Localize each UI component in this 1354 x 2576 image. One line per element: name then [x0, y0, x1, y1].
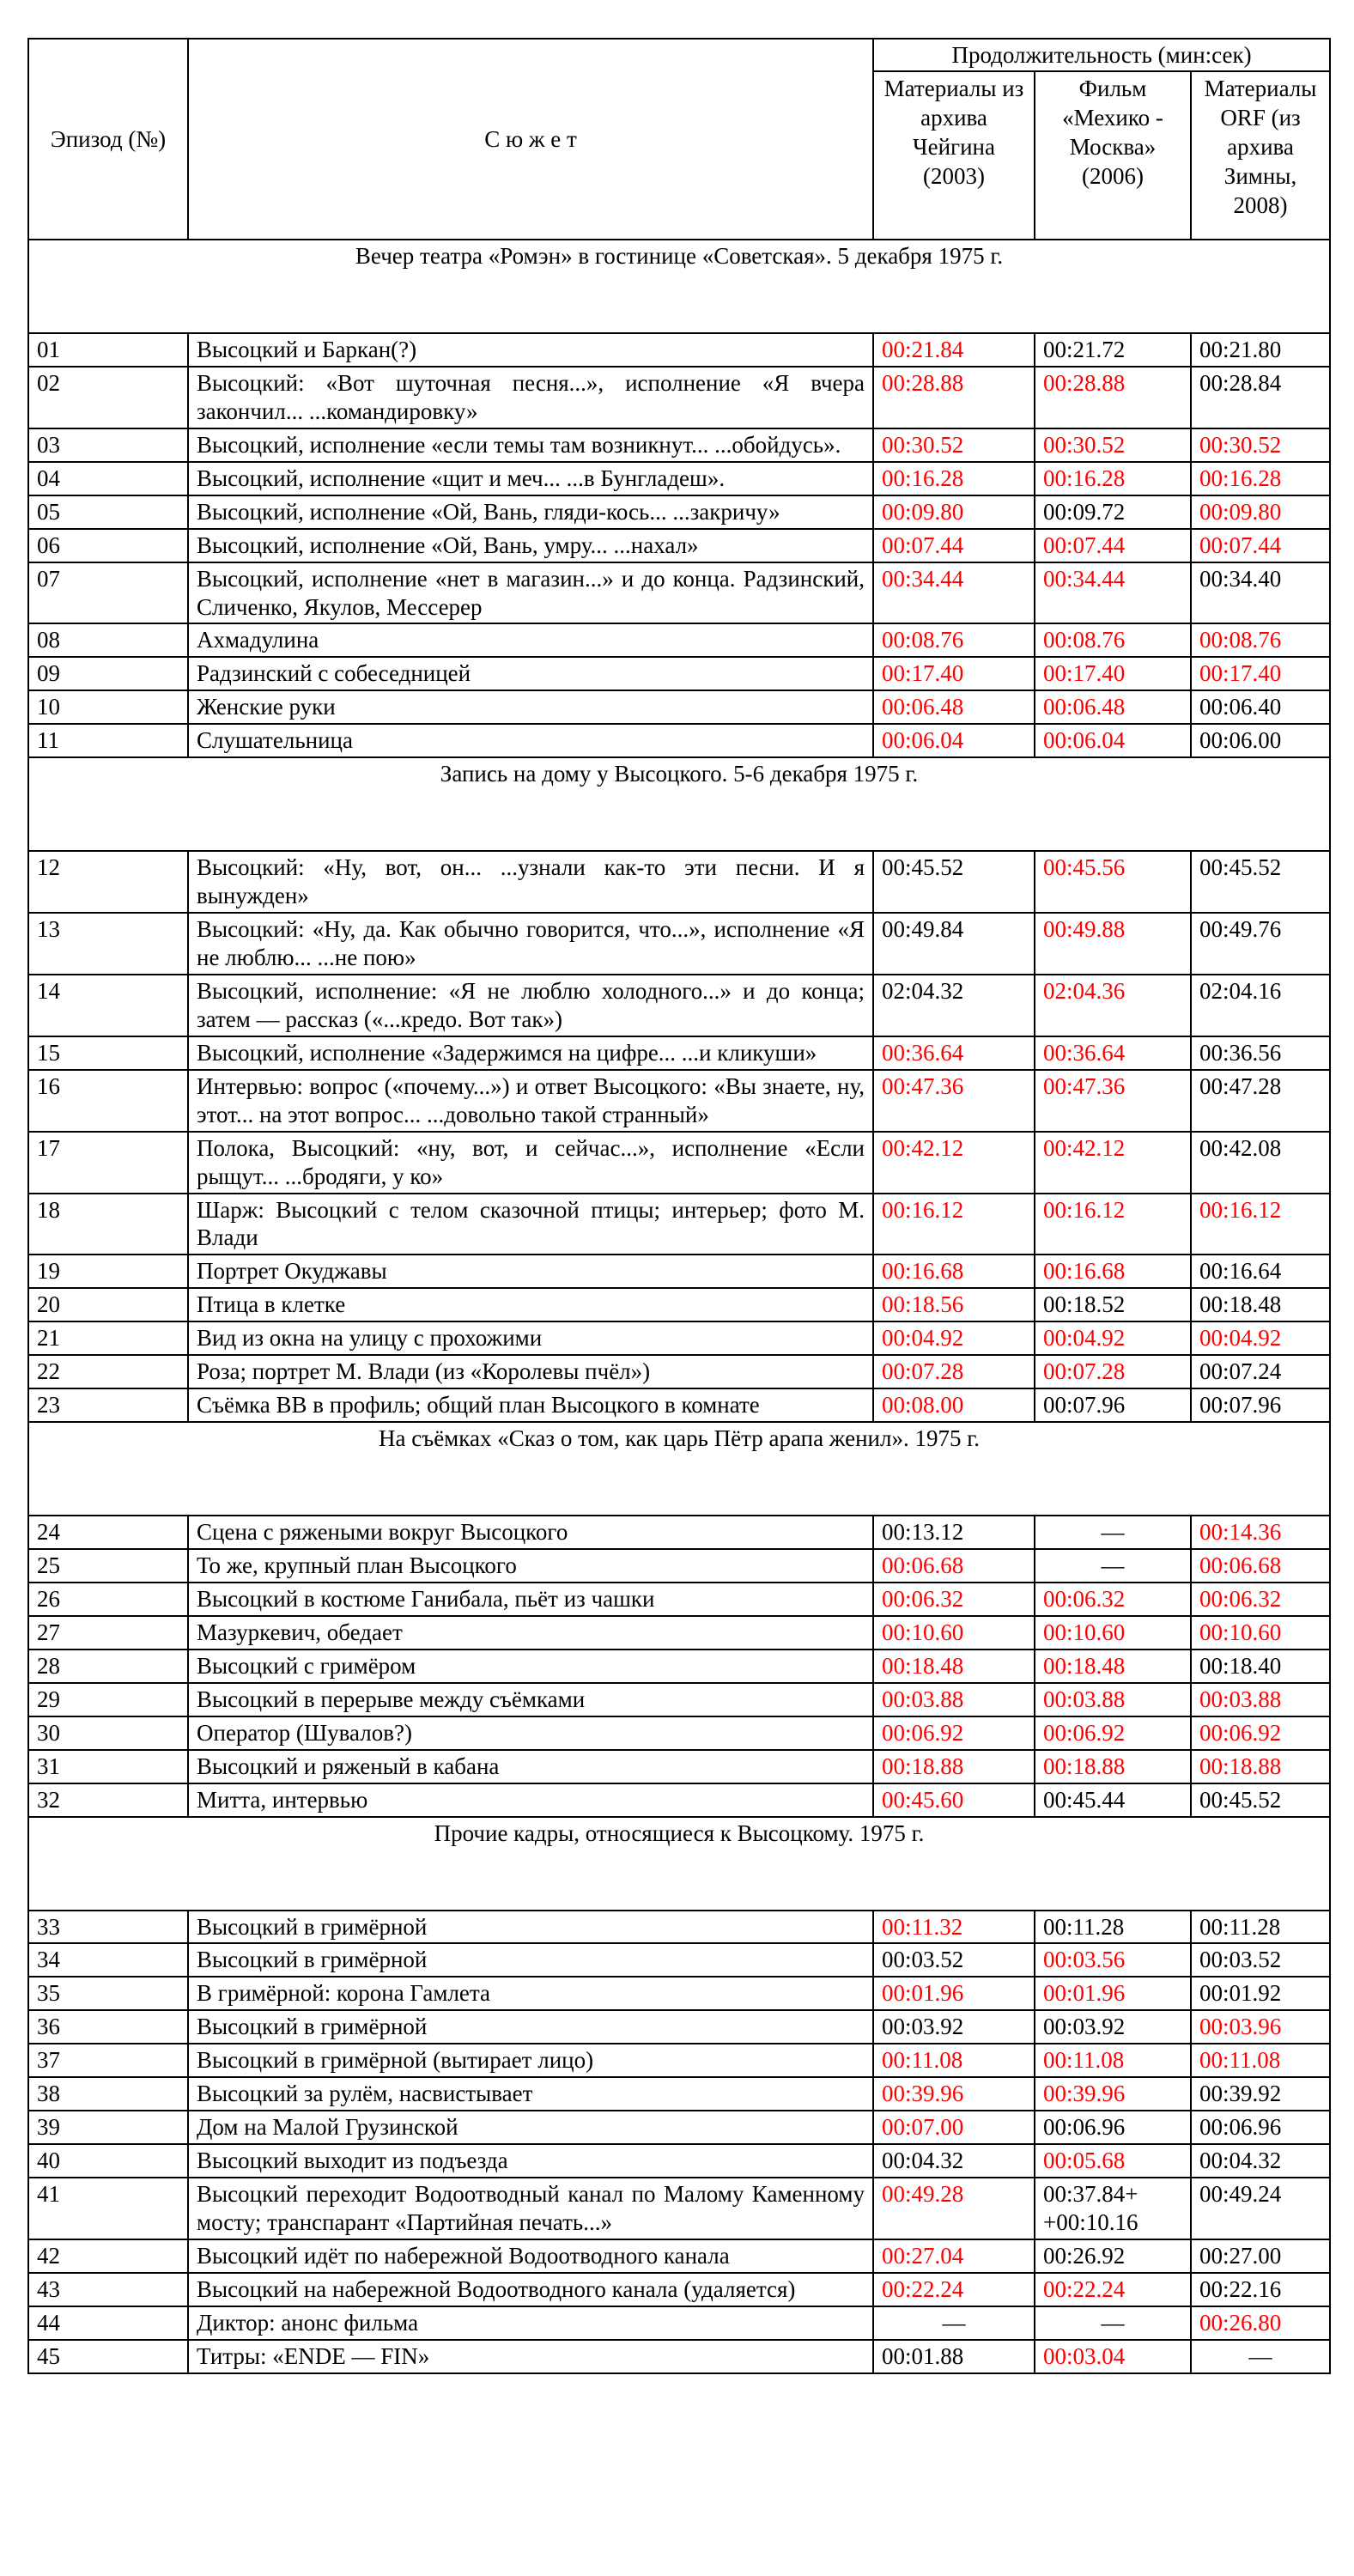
duration-film: 00:34.44 — [1035, 562, 1191, 624]
table-row — [28, 1036, 1330, 1070]
episode-number: 41 — [28, 2178, 188, 2239]
duration-orf: 00:18.88 — [1191, 1750, 1330, 1783]
duration-cheigin: 00:18.56 — [873, 1288, 1035, 1321]
episode-subject: Высоцкий: «Вот шуточная песня...», исполнение «Я вчера закончил... ...командировку» — [188, 367, 873, 428]
table-row — [28, 2178, 1330, 2239]
episode-number: 28 — [28, 1649, 188, 1683]
duration-film: 00:03.88 — [1035, 1683, 1191, 1716]
duration-orf: 00:21.80 — [1191, 333, 1330, 367]
table-row — [28, 657, 1330, 690]
duration-orf: 00:11.08 — [1191, 2044, 1330, 2077]
duration-cheigin: 00:06.04 — [873, 724, 1035, 757]
duration-film: — — [1035, 1549, 1191, 1583]
duration-orf: 00:39.92 — [1191, 2077, 1330, 2111]
episode-subject: То же, крупный план Высоцкого — [188, 1549, 873, 1583]
episode-subject: Высоцкий в гримёрной (вытирает лицо) — [188, 2044, 873, 2077]
duration-cheigin: 00:18.48 — [873, 1649, 1035, 1683]
table-row — [28, 428, 1330, 462]
table-row — [28, 1649, 1330, 1683]
episode-number: 05 — [28, 495, 188, 529]
episode-subject: Оператор (Шувалов?) — [188, 1716, 873, 1750]
episode-number: 19 — [28, 1255, 188, 1288]
duration-orf: 00:03.96 — [1191, 2010, 1330, 2044]
episode-subject: Высоцкий в гримёрной — [188, 2010, 873, 2044]
duration-film: — — [1035, 1516, 1191, 1549]
duration-cheigin: 00:28.88 — [873, 367, 1035, 428]
duration-cheigin: 00:06.68 — [873, 1549, 1035, 1583]
duration-film: 00:05.68 — [1035, 2144, 1191, 2178]
duration-orf: 00:26.80 — [1191, 2306, 1330, 2340]
duration-film: 00:45.56 — [1035, 851, 1191, 913]
duration-cheigin: 00:16.28 — [873, 462, 1035, 495]
episode-number: 13 — [28, 913, 188, 975]
duration-orf: 00:07.96 — [1191, 1388, 1330, 1422]
episode-subject: Высоцкий: «Ну, да. Как обычно говорится, что...», исполнение «Я не люблю... ...не пою» — [188, 913, 873, 975]
duration-orf: 00:04.92 — [1191, 1321, 1330, 1355]
duration-film: 00:11.28 — [1035, 1911, 1191, 1944]
subject-header: С ю ж е т — [188, 39, 873, 240]
duration-cheigin: 00:42.12 — [873, 1132, 1035, 1194]
episode-subject: Высоцкий, исполнение «Ой, Вань, умру... ...нахал» — [188, 529, 873, 562]
section-row — [28, 240, 1330, 333]
duration-orf: 00:18.48 — [1191, 1288, 1330, 1321]
duration-orf: 00:45.52 — [1191, 851, 1330, 913]
duration-film: 00:36.64 — [1035, 1036, 1191, 1070]
episode-subject: Дом на Малой Грузинской — [188, 2111, 873, 2144]
episode-number: 37 — [28, 2044, 188, 2077]
duration-film: 00:08.76 — [1035, 623, 1191, 657]
duration-film: 00:28.88 — [1035, 367, 1191, 428]
duration-cheigin: 00:17.40 — [873, 657, 1035, 690]
duration-film: 00:01.96 — [1035, 1977, 1191, 2010]
episode-subject: Титры: «ENDE — FIN» — [188, 2340, 873, 2373]
table-row — [28, 367, 1330, 428]
episode-number: 38 — [28, 2077, 188, 2111]
table-row — [28, 1716, 1330, 1750]
duration-cheigin: 00:04.32 — [873, 2144, 1035, 2178]
duration-film: 00:22.24 — [1035, 2273, 1191, 2306]
duration-cheigin: 00:11.08 — [873, 2044, 1035, 2077]
episode-number: 01 — [28, 333, 188, 367]
episodes-table — [27, 38, 1331, 2374]
episode-number: 09 — [28, 657, 188, 690]
duration-film: 00:07.96 — [1035, 1388, 1191, 1422]
duration-film: 00:37.84+ +00:10.16 — [1035, 2178, 1191, 2239]
duration-orf: 00:14.36 — [1191, 1516, 1330, 1549]
episode-number: 23 — [28, 1388, 188, 1422]
duration-orf: 00:06.68 — [1191, 1549, 1330, 1583]
episode-subject: Высоцкий, исполнение «нет в магазин...» и до конца. Радзинский, Сличенко, Якулов, Мессерер — [188, 562, 873, 624]
table-row — [28, 975, 1330, 1036]
duration-cheigin: 00:06.32 — [873, 1583, 1035, 1616]
episode-subject: Портрет Окуджавы — [188, 1255, 873, 1288]
duration-film: 00:16.12 — [1035, 1194, 1191, 1255]
duration-film: — — [1035, 2306, 1191, 2340]
source-header-orf: Материалы ORF (из архива Зимны, 2008) — [1191, 71, 1330, 240]
episode-number: 39 — [28, 2111, 188, 2144]
duration-orf: 00:36.56 — [1191, 1036, 1330, 1070]
duration-orf: 00:42.08 — [1191, 1132, 1330, 1194]
duration-orf: 00:16.28 — [1191, 462, 1330, 495]
duration-cheigin: 02:04.32 — [873, 975, 1035, 1036]
table-row — [28, 1132, 1330, 1194]
episodes-body — [28, 240, 1330, 2373]
duration-cheigin: 00:39.96 — [873, 2077, 1035, 2111]
duration-cheigin: 00:30.52 — [873, 428, 1035, 462]
table-row — [28, 724, 1330, 757]
duration-film: 00:17.40 — [1035, 657, 1191, 690]
section-title: Прочие кадры, относящиеся к Высоцкому. 1975 г. — [28, 1817, 1330, 1911]
duration-cheigin: 00:09.80 — [873, 495, 1035, 529]
episode-number: 33 — [28, 1911, 188, 1944]
duration-film: 00:06.04 — [1035, 724, 1191, 757]
episode-subject: Высоцкий, исполнение «Ой, Вань, гляди-кось... ...закричу» — [188, 495, 873, 529]
duration-orf: 00:49.24 — [1191, 2178, 1330, 2239]
section-title: Запись на дому у Высоцкого. 5-6 декабря 1975 г. — [28, 757, 1330, 851]
episode-subject: Высоцкий, исполнение «если темы там возникнут... ...обойдусь». — [188, 428, 873, 462]
episode-subject: Роза; портрет М. Влади (из «Королевы пчёл») — [188, 1355, 873, 1388]
duration-film: 00:30.52 — [1035, 428, 1191, 462]
duration-film: 00:03.04 — [1035, 2340, 1191, 2373]
table-row — [28, 2111, 1330, 2144]
duration-film: 00:26.92 — [1035, 2239, 1191, 2273]
episode-number: 07 — [28, 562, 188, 624]
table-row — [28, 2010, 1330, 2044]
episode-number: 11 — [28, 724, 188, 757]
episode-subject: Высоцкий выходит из подъезда — [188, 2144, 873, 2178]
episode-subject: Высоцкий в костюме Ганибала, пьёт из чашки — [188, 1583, 873, 1616]
table-row — [28, 1388, 1330, 1422]
table-row — [28, 2144, 1330, 2178]
duration-orf: 00:49.76 — [1191, 913, 1330, 975]
duration-orf: 00:18.40 — [1191, 1649, 1330, 1683]
table-row — [28, 1683, 1330, 1716]
duration-cheigin: 00:45.60 — [873, 1783, 1035, 1817]
duration-orf: 00:16.12 — [1191, 1194, 1330, 1255]
duration-orf: 00:16.64 — [1191, 1255, 1330, 1288]
table-row — [28, 1321, 1330, 1355]
episode-number: 02 — [28, 367, 188, 428]
duration-orf: 00:45.52 — [1191, 1783, 1330, 1817]
table-row — [28, 2239, 1330, 2273]
table-row — [28, 1070, 1330, 1132]
table-row — [28, 1516, 1330, 1549]
episode-subject: Высоцкий, исполнение «щит и меч... ...в Бунгладеш». — [188, 462, 873, 495]
table-row — [28, 2340, 1330, 2373]
duration-film: 00:07.44 — [1035, 529, 1191, 562]
duration-orf: 00:08.76 — [1191, 623, 1330, 657]
episode-number: 25 — [28, 1549, 188, 1583]
episode-number: 30 — [28, 1716, 188, 1750]
episode-subject: В гримёрной: корона Гамлета — [188, 1977, 873, 2010]
episode-number: 34 — [28, 1943, 188, 1977]
duration-orf: 00:03.52 — [1191, 1943, 1330, 1977]
episode-subject: Ахмадулина — [188, 623, 873, 657]
duration-orf: 00:11.28 — [1191, 1911, 1330, 1944]
section-title: На съёмках «Сказ о том, как царь Пётр арапа женил». 1975 г. — [28, 1422, 1330, 1516]
table-row — [28, 333, 1330, 367]
duration-orf: 02:04.16 — [1191, 975, 1330, 1036]
duration-orf: 00:09.80 — [1191, 495, 1330, 529]
episode-number: 32 — [28, 1783, 188, 1817]
duration-film: 00:06.32 — [1035, 1583, 1191, 1616]
table-row — [28, 1750, 1330, 1783]
duration-cheigin: 00:06.48 — [873, 690, 1035, 724]
table-row — [28, 1355, 1330, 1388]
table-row — [28, 1194, 1330, 1255]
duration-orf: 00:06.96 — [1191, 2111, 1330, 2144]
episode-number: 35 — [28, 1977, 188, 2010]
duration-cheigin: — — [873, 2306, 1035, 2340]
duration-cheigin: 00:08.00 — [873, 1388, 1035, 1422]
duration-film: 00:03.92 — [1035, 2010, 1191, 2044]
duration-orf: 00:30.52 — [1191, 428, 1330, 462]
duration-film: 00:16.68 — [1035, 1255, 1191, 1288]
episode-subject: Высоцкий и ряженый в кабана — [188, 1750, 873, 1783]
episode-number: 17 — [28, 1132, 188, 1194]
episode-number: 26 — [28, 1583, 188, 1616]
episode-number: 45 — [28, 2340, 188, 2373]
duration-cheigin: 00:03.88 — [873, 1683, 1035, 1716]
table-row — [28, 562, 1330, 624]
table-row — [28, 2044, 1330, 2077]
episode-subject: Женские руки — [188, 690, 873, 724]
duration-film: 00:10.60 — [1035, 1616, 1191, 1649]
table-row — [28, 1911, 1330, 1944]
episode-number: 16 — [28, 1070, 188, 1132]
episode-number: 08 — [28, 623, 188, 657]
duration-cheigin: 00:16.68 — [873, 1255, 1035, 1288]
episode-subject: Высоцкий в перерыве между съёмками — [188, 1683, 873, 1716]
table-row — [28, 1943, 1330, 1977]
duration-film: 02:04.36 — [1035, 975, 1191, 1036]
duration-film: 00:09.72 — [1035, 495, 1191, 529]
episode-subject: Высоцкий за рулём, насвистывает — [188, 2077, 873, 2111]
table-row — [28, 623, 1330, 657]
episode-subject: Шарж: Высоцкий с телом сказочной птицы; интерьер; фото М. Влади — [188, 1194, 873, 1255]
episode-subject: Высоцкий переходит Водоотводный канал по Малому Каменному мосту; транспарант «Партийная печать...» — [188, 2178, 873, 2239]
duration-film: 00:11.08 — [1035, 2044, 1191, 2077]
duration-film: 00:42.12 — [1035, 1132, 1191, 1194]
episode-subject: Высоцкий на набережной Водоотводного канала (удаляется) — [188, 2273, 873, 2306]
episode-subject: Мазуркевич, обедает — [188, 1616, 873, 1649]
episode-number: 36 — [28, 2010, 188, 2044]
episode-number: 15 — [28, 1036, 188, 1070]
episode-number: 40 — [28, 2144, 188, 2178]
table-row — [28, 1977, 1330, 2010]
duration-orf: 00:01.92 — [1191, 1977, 1330, 2010]
duration-film: 00:04.92 — [1035, 1321, 1191, 1355]
duration-cheigin: 00:08.76 — [873, 623, 1035, 657]
episode-subject: Высоцкий с гримёром — [188, 1649, 873, 1683]
duration-orf: 00:06.32 — [1191, 1583, 1330, 1616]
table-row — [28, 2273, 1330, 2306]
duration-cheigin: 00:45.52 — [873, 851, 1035, 913]
episode-number: 20 — [28, 1288, 188, 1321]
episode-number: 27 — [28, 1616, 188, 1649]
duration-cheigin: 00:18.88 — [873, 1750, 1035, 1783]
episode-subject: Высоцкий в гримёрной — [188, 1911, 873, 1944]
table-row — [28, 529, 1330, 562]
duration-cheigin: 00:36.64 — [873, 1036, 1035, 1070]
duration-cheigin: 00:49.28 — [873, 2178, 1035, 2239]
table-row — [28, 1583, 1330, 1616]
duration-orf: 00:04.32 — [1191, 2144, 1330, 2178]
section-row — [28, 1817, 1330, 1911]
episode-number: 29 — [28, 1683, 188, 1716]
table-row — [28, 1616, 1330, 1649]
duration-film: 00:07.28 — [1035, 1355, 1191, 1388]
episode-subject: Слушательница — [188, 724, 873, 757]
episode-number: 18 — [28, 1194, 188, 1255]
duration-orf: 00:06.92 — [1191, 1716, 1330, 1750]
duration-cheigin: 00:16.12 — [873, 1194, 1035, 1255]
episode-number: 21 — [28, 1321, 188, 1355]
episode-subject: Сцена с ряжеными вокруг Высоцкого — [188, 1516, 873, 1549]
table-row — [28, 462, 1330, 495]
duration-orf: 00:22.16 — [1191, 2273, 1330, 2306]
duration-film: 00:47.36 — [1035, 1070, 1191, 1132]
duration-orf: 00:10.60 — [1191, 1616, 1330, 1649]
duration-orf: 00:06.40 — [1191, 690, 1330, 724]
episode-number: 12 — [28, 851, 188, 913]
duration-cheigin: 00:10.60 — [873, 1616, 1035, 1649]
episode-subject: Диктор: анонс фильма — [188, 2306, 873, 2340]
duration-cheigin: 00:13.12 — [873, 1516, 1035, 1549]
duration-orf: — — [1191, 2340, 1330, 2373]
duration-orf: 00:28.84 — [1191, 367, 1330, 428]
duration-film: 00:03.56 — [1035, 1943, 1191, 1977]
table-row — [28, 1288, 1330, 1321]
table-row — [28, 2306, 1330, 2340]
episode-subject: Высоцкий, исполнение «Задержимся на цифре... ...и кликуши» — [188, 1036, 873, 1070]
duration-cheigin: 00:03.92 — [873, 2010, 1035, 2044]
duration-cheigin: 00:07.00 — [873, 2111, 1035, 2144]
table-row — [28, 913, 1330, 975]
duration-film: 00:18.52 — [1035, 1288, 1191, 1321]
duration-film: 00:06.96 — [1035, 2111, 1191, 2144]
duration-orf: 00:34.40 — [1191, 562, 1330, 624]
duration-film: 00:49.88 — [1035, 913, 1191, 975]
episode-number: 06 — [28, 529, 188, 562]
episode-number: 44 — [28, 2306, 188, 2340]
section-title: Вечер театра «Ромэн» в гостинице «Советская». 5 декабря 1975 г. — [28, 240, 1330, 333]
episode-number: 31 — [28, 1750, 188, 1783]
section-row — [28, 757, 1330, 851]
source-header-film: Фильм «Мехико - Москва» (2006) — [1035, 71, 1191, 240]
duration-cheigin: 00:27.04 — [873, 2239, 1035, 2273]
table-row — [28, 851, 1330, 913]
episode-subject: Вид из окна на улицу с прохожими — [188, 1321, 873, 1355]
duration-cheigin: 00:07.28 — [873, 1355, 1035, 1388]
episode-number: 42 — [28, 2239, 188, 2273]
duration-orf: 00:06.00 — [1191, 724, 1330, 757]
duration-orf: 00:07.24 — [1191, 1355, 1330, 1388]
duration-orf: 00:47.28 — [1191, 1070, 1330, 1132]
episode-subject: Высоцкий в гримёрной — [188, 1943, 873, 1977]
table-row — [28, 1255, 1330, 1288]
table-row — [28, 1783, 1330, 1817]
duration-cheigin: 00:47.36 — [873, 1070, 1035, 1132]
episode-subject: Съёмка ВВ в профиль; общий план Высоцкого в комнате — [188, 1388, 873, 1422]
duration-orf: 00:03.88 — [1191, 1683, 1330, 1716]
episode-number: 24 — [28, 1516, 188, 1549]
duration-film: 00:06.92 — [1035, 1716, 1191, 1750]
duration-cheigin: 00:01.96 — [873, 1977, 1035, 2010]
episode-number: 03 — [28, 428, 188, 462]
episode-number: 22 — [28, 1355, 188, 1388]
duration-film: 00:18.88 — [1035, 1750, 1191, 1783]
episode-subject: Полока, Высоцкий: «ну, вот, и сейчас...», исполнение «Если рыщут... ...бродяги, у ко» — [188, 1132, 873, 1194]
duration-film: 00:16.28 — [1035, 462, 1191, 495]
episode-subject: Митта, интервью — [188, 1783, 873, 1817]
source-header-cheigin: Материалы из архива Чейгина (2003) — [873, 71, 1035, 240]
episode-subject: Высоцкий идёт по набережной Водоотводного канала — [188, 2239, 873, 2273]
episode-header: Эпизод (№) — [28, 39, 188, 240]
duration-film: 00:45.44 — [1035, 1783, 1191, 1817]
episode-number: 43 — [28, 2273, 188, 2306]
episode-subject: Высоцкий: «Ну, вот, он... ...узнали как-то эти песни. И я вынужден» — [188, 851, 873, 913]
duration-orf: 00:17.40 — [1191, 657, 1330, 690]
episode-subject: Радзинский с собеседницей — [188, 657, 873, 690]
duration-cheigin: 00:11.32 — [873, 1911, 1035, 1944]
episode-number: 04 — [28, 462, 188, 495]
duration-orf: 00:27.00 — [1191, 2239, 1330, 2273]
table-row — [28, 495, 1330, 529]
duration-film: 00:21.72 — [1035, 333, 1191, 367]
episode-number: 14 — [28, 975, 188, 1036]
episode-subject: Интервью: вопрос («почему...») и ответ Высоцкого: «Вы знаете, ну, этот... на этот вопрос... ...довольно такой странный» — [188, 1070, 873, 1132]
episode-subject: Птица в клетке — [188, 1288, 873, 1321]
duration-film: 00:39.96 — [1035, 2077, 1191, 2111]
episode-subject: Высоцкий и Баркан(?) — [188, 333, 873, 367]
duration-cheigin: 00:21.84 — [873, 333, 1035, 367]
duration-cheigin: 00:07.44 — [873, 529, 1035, 562]
duration-cheigin: 00:34.44 — [873, 562, 1035, 624]
duration-cheigin: 00:22.24 — [873, 2273, 1035, 2306]
duration-cheigin: 00:03.52 — [873, 1943, 1035, 1977]
table-row — [28, 1549, 1330, 1583]
duration-cheigin: 00:01.88 — [873, 2340, 1035, 2373]
duration-orf: 00:07.44 — [1191, 529, 1330, 562]
duration-group-header: Продолжительность (мин:сек) — [873, 39, 1330, 71]
duration-film: 00:06.48 — [1035, 690, 1191, 724]
table-row — [28, 2077, 1330, 2111]
episode-subject: Высоцкий, исполнение: «Я не люблю холодного...» и до конца; затем — рассказ («...кредо. Вот так») — [188, 975, 873, 1036]
duration-cheigin: 00:49.84 — [873, 913, 1035, 975]
section-row — [28, 1422, 1330, 1516]
duration-cheigin: 00:06.92 — [873, 1716, 1035, 1750]
episode-number: 10 — [28, 690, 188, 724]
duration-cheigin: 00:04.92 — [873, 1321, 1035, 1355]
table-row — [28, 690, 1330, 724]
duration-film: 00:18.48 — [1035, 1649, 1191, 1683]
